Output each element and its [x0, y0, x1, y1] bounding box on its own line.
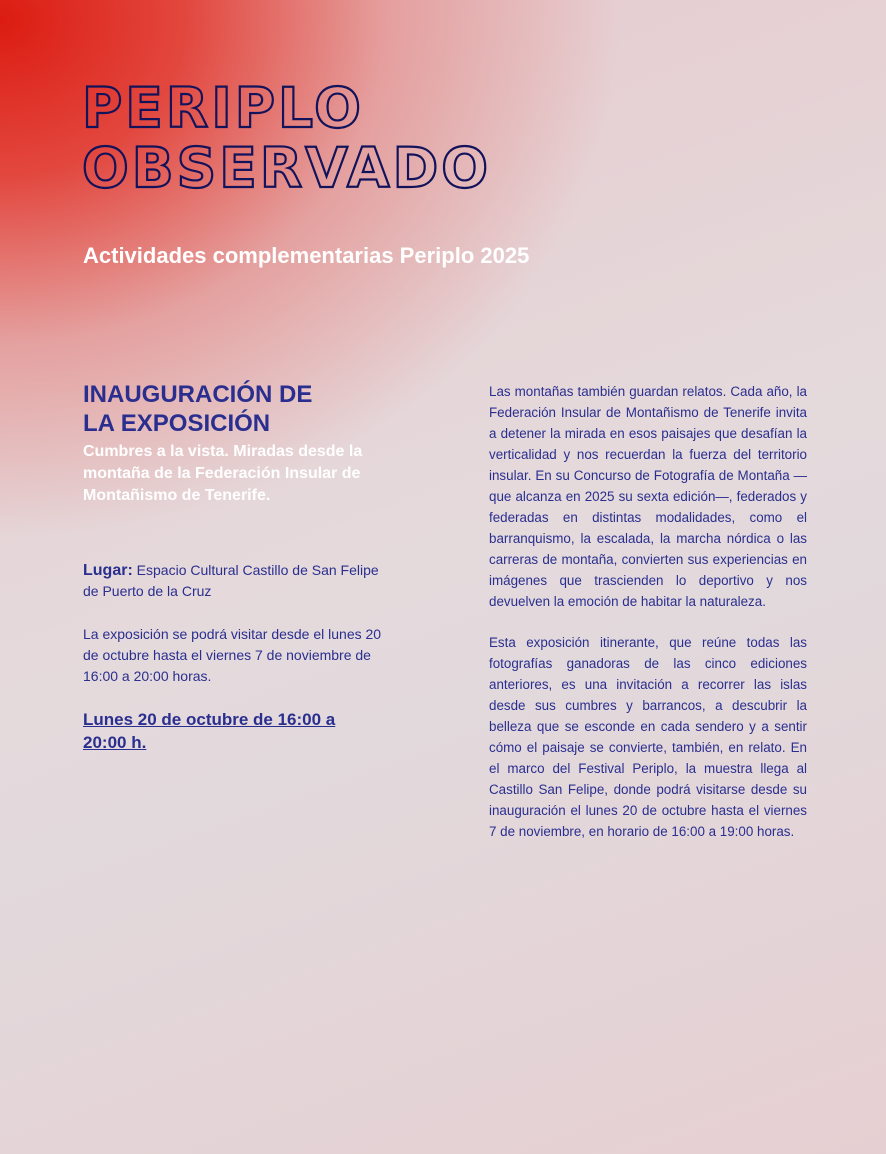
visit-dates-text: La exposición se podrá visitar desde el lunes 20 de octubre hasta el viernes 7 de noviembre de 16:00 a 20:00 horas.	[83, 626, 382, 684]
event-heading-line-2: LA EXPOSICIÓN	[83, 410, 271, 437]
venue-info	[83, 560, 395, 602]
title-line-2: OBSERVADO	[82, 136, 492, 200]
page-title	[82, 78, 491, 198]
body-paragraph-2: Esta exposición itinerante, que reúne todas las fotografías ganadoras de las cinco ediciones anteriores, es una invitación a recorrer las islas desde sus cumbres y barrancos, a descubrir la belleza que se esconde en cada sendero y a sentir cómo el paisaje se convierte, también, en relato. En el marco del Festival Periplo, la muestra llega al Castillo San Felipe, donde podrá visitarse desde su inauguración el lunes 20 de octubre hasta el viernes 7 de noviembre, en horario de 16:00 a 19:00 horas.	[489, 635, 807, 839]
event-heading	[83, 380, 413, 438]
venue-label: Lugar:	[83, 562, 133, 579]
title-line-1: PERIPLO	[82, 76, 364, 140]
event-description: Cumbres a la vista. Miradas desde la montaña de la Federación Insular de Montañismo de Tenerife.	[83, 443, 363, 504]
body-paragraph-1: Las montañas también guardan relatos. Cada año, la Federación Insular de Montañismo de Tenerife invita a detener la mirada en esos paisajes que desafían la verticalidad y nos recuerdan la fuerza del territorio insular. En su Concurso de Fotografía de Montaña —que alcanza en 2025 su sexta edición—, federados y federadas en distintas modalidades, como el barranquismo, la escalada, la marcha nórdica o las carreras de montaña, convierten sus experiencias en imágenes que trascienden lo deportivo y nos devuelven la emoción de habitar la naturaleza.	[489, 384, 807, 609]
event-heading-line-1: INAUGURACIÓN DE	[83, 381, 313, 408]
opening-date-link[interactable]: Lunes 20 de octubre de 16:00 a 20:00 h.	[83, 710, 336, 752]
page-subtitle: Actividades complementarias Periplo 2025	[83, 243, 530, 268]
venue-value: Espacio Cultural Castillo de San Felipe de Puerto de la Cruz	[83, 562, 379, 599]
